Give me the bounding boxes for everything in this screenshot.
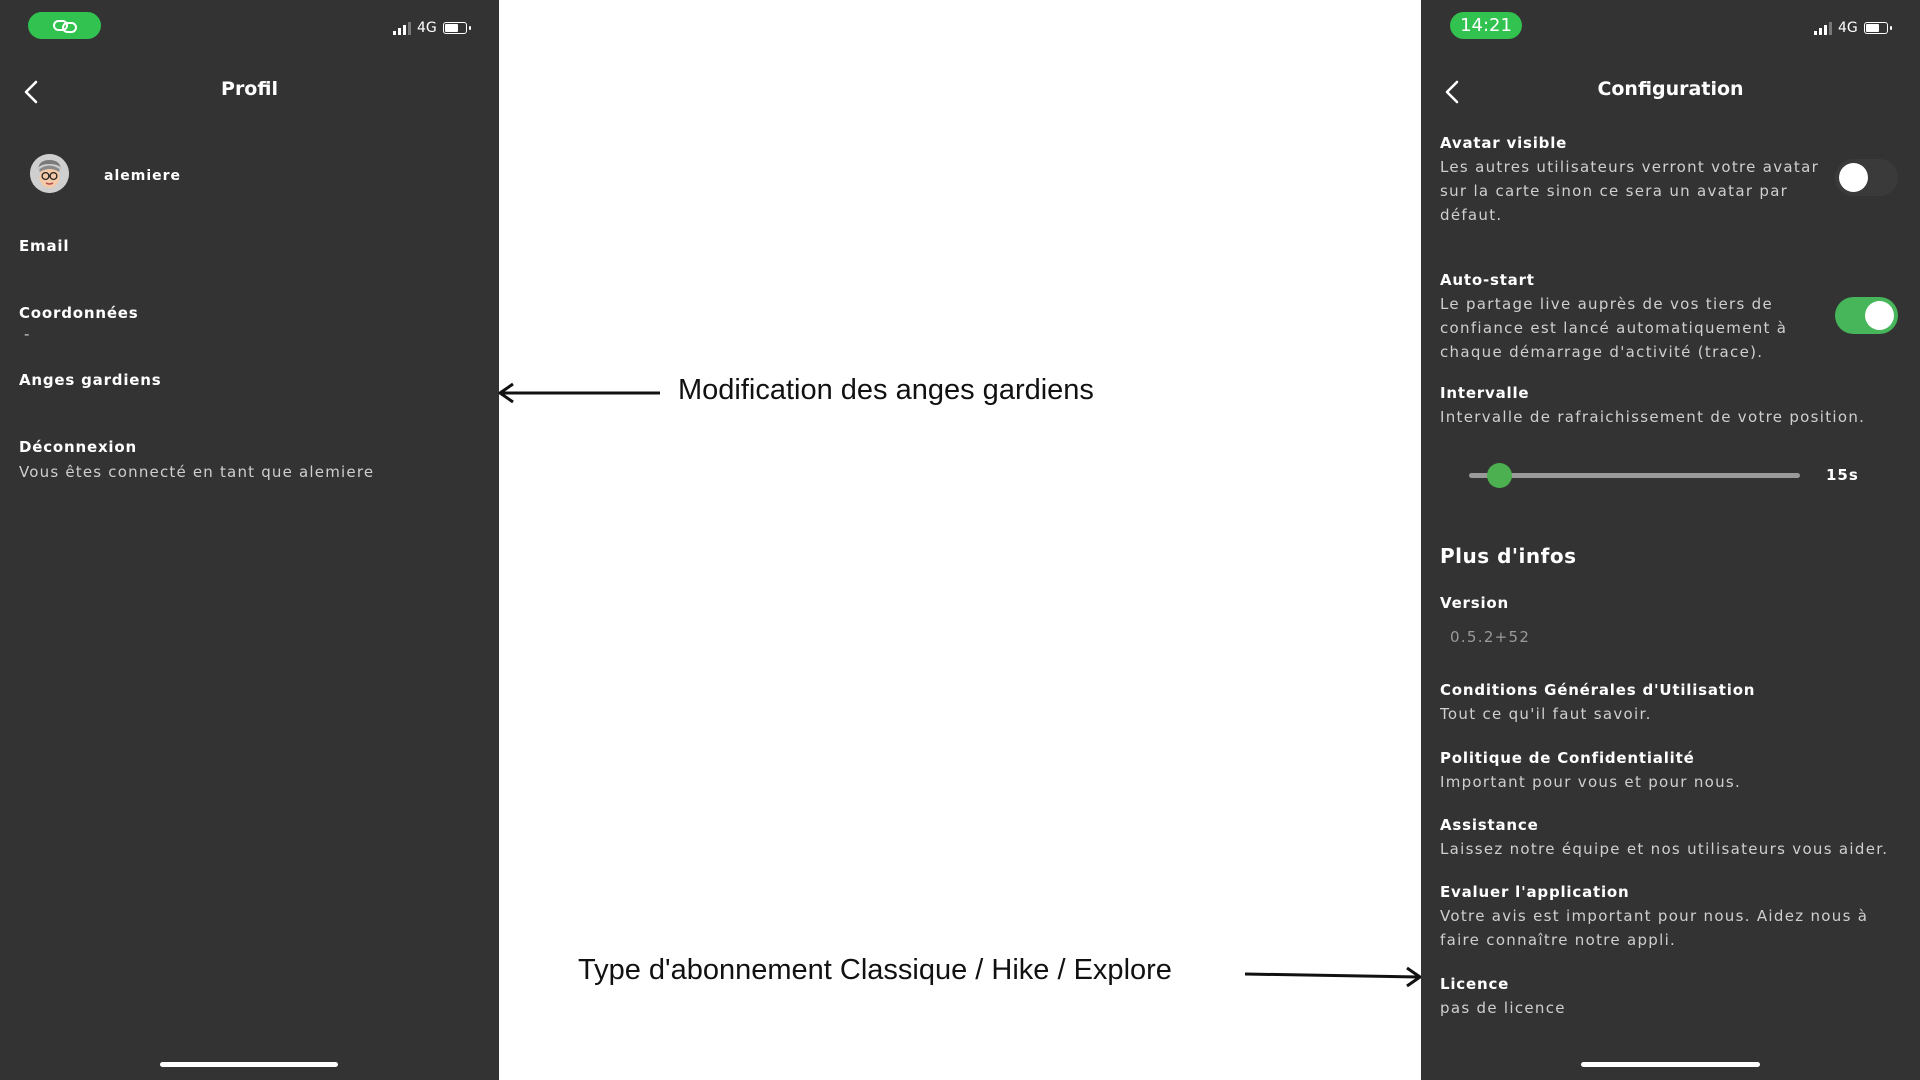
avatar[interactable] [30,154,69,193]
battery-icon [1864,22,1888,34]
coordinates-value: - [24,325,31,343]
home-indicator[interactable] [1581,1062,1760,1067]
rate-app-desc-1: Votre avis est important pour nous. Aidez nous à [1440,907,1869,925]
avatar-visible-desc-1: Les autres utilisateurs verront votre avatar [1440,158,1820,176]
version-value: 0.5.2+52 [1450,628,1531,646]
licence-subtitle: pas de licence [1440,999,1566,1017]
avatar-face-icon [30,154,69,193]
subscription-annotation: Type d'abonnement Classique / Hike / Explore [578,954,1172,986]
configuration-screen [1421,0,1920,1080]
guardian-angels-item[interactable]: Anges gardiens [19,371,162,389]
auto-start-title: Auto-start [1440,271,1535,289]
support-title[interactable]: Assistance [1440,816,1539,834]
auto-start-desc-1: Le partage live auprès de vos tiers de [1440,295,1773,313]
arrow-right-icon [1243,962,1425,990]
avatar-visible-title: Avatar visible [1440,134,1568,152]
cgu-title[interactable]: Conditions Générales d'Utilisation [1440,681,1756,699]
page-title: Profil [221,78,278,100]
profile-screen [0,0,499,1080]
status-bar-right [393,20,467,36]
more-info-heading: Plus d'infos [1440,544,1577,568]
auto-start-desc-3: chaque démarrage d'activité (trace). [1440,343,1764,361]
live-share-pill[interactable] [28,12,101,39]
cgu-subtitle: Tout ce qu'il faut savoir. [1440,705,1652,723]
email-item[interactable]: Email [19,237,70,255]
signal-icon [393,22,411,35]
arrow-left-icon [495,380,665,406]
home-indicator[interactable] [160,1062,338,1067]
page-title: Configuration [1597,78,1744,100]
logout-subtitle: Vous êtes connecté en tant que alemiere [19,463,375,481]
coordinates-item[interactable]: Coordonnées [19,304,139,322]
interval-desc: Intervalle de rafraichissement de votre position. [1440,408,1866,426]
privacy-title[interactable]: Politique de Confidentialité [1440,749,1695,767]
rate-app-desc-2: faire connaître notre appli. [1440,931,1677,949]
interval-value: 15s [1826,466,1859,484]
privacy-subtitle: Important pour vous et pour nous. [1440,773,1742,791]
interval-slider-handle[interactable] [1487,463,1512,488]
licence-title[interactable]: Licence [1440,975,1510,993]
signal-icon [1814,22,1832,35]
username: alemiere [104,168,182,184]
interval-title: Intervalle [1440,384,1530,402]
link-icon [52,18,78,34]
support-subtitle: Laissez notre équipe et nos utilisateurs vous aider. [1440,840,1889,858]
auto-start-desc-2: confiance est lancé automatiquement à [1440,319,1788,337]
status-bar-right [1814,20,1888,36]
time-pill[interactable]: 14:21 [1450,12,1522,39]
rate-app-title[interactable]: Evaluer l'application [1440,883,1630,901]
avatar-visible-desc-3: défaut. [1440,206,1503,224]
guardian-annotation: Modification des anges gardiens [678,374,1094,406]
network-label: 4G [1838,20,1858,36]
battery-icon [443,22,467,34]
auto-start-toggle[interactable] [1835,297,1898,334]
interval-slider-track[interactable] [1469,473,1800,478]
network-label: 4G [417,20,437,36]
version-title: Version [1440,594,1510,612]
avatar-visible-toggle[interactable] [1835,159,1898,196]
logout-item[interactable]: Déconnexion [19,438,137,456]
avatar-visible-desc-2: sur la carte sinon ce sera un avatar par [1440,182,1789,200]
